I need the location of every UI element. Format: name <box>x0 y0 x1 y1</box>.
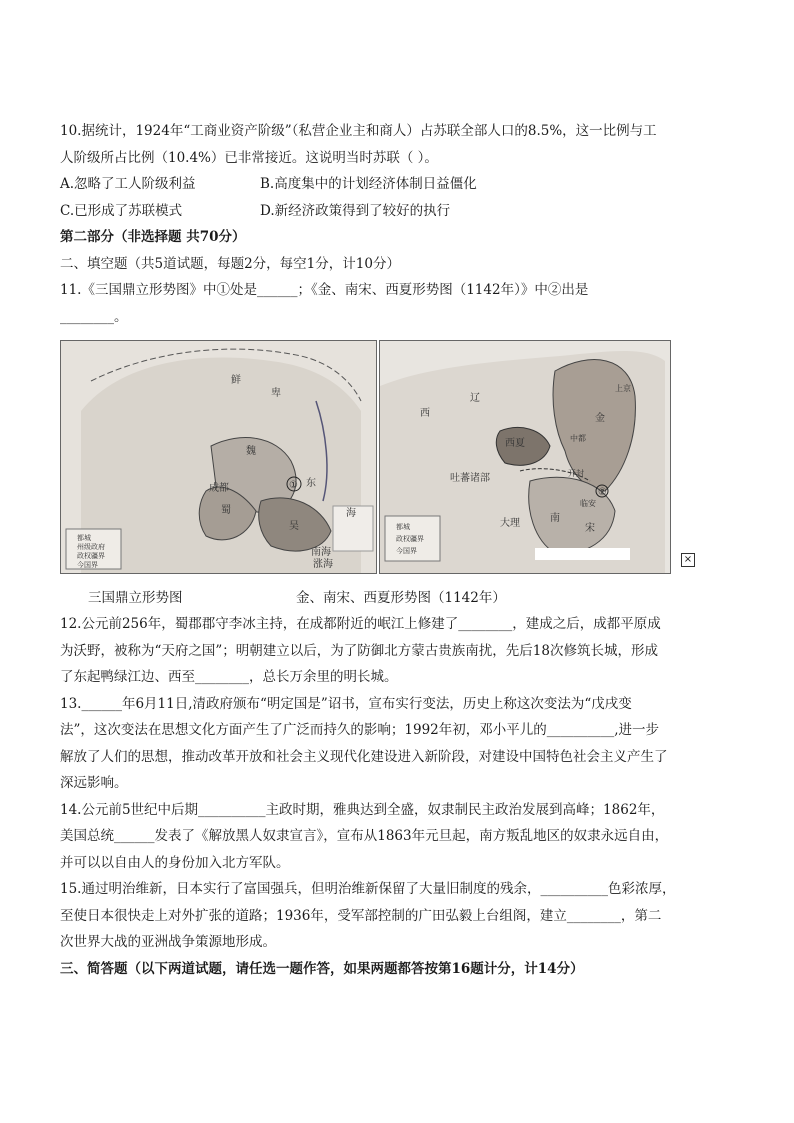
question-12 <box>60 611 750 691</box>
q15-line-3: 次世界大战的亚洲战争策源地形成。 <box>60 934 276 950</box>
left-label-0: 鲜 <box>231 375 241 386</box>
left-label-7: 南海 <box>311 547 331 558</box>
left-label-8: 涨海 <box>313 559 333 570</box>
right-label-10: 开封 <box>568 469 584 478</box>
left-label-9: 成都 <box>209 483 229 494</box>
left-legend-3: 今国界 <box>77 561 98 569</box>
left-label-1: 卑 <box>271 388 281 399</box>
right-label-1: 辽 <box>470 393 480 404</box>
q10-option-b: B.高度集中的计划经济体制日益僵化 <box>260 176 477 192</box>
q12-line-3: 了东起鸭绿江边、西至________，总长万余里的明长城。 <box>60 669 398 685</box>
right-label-6: 南 <box>550 513 560 524</box>
q14-line-2: 美国总统______发表了《解放黑人奴隶宣言》，宣布从1863年元旦起，南方叛乱地区的奴隶永远自由， <box>60 828 669 844</box>
q15-line-1: 15.通过明治维新，日本实行了富国强兵，但明治维新保留了大量旧制度的残余，__________色彩浓厚， <box>60 881 676 897</box>
right-label-8: 上京 <box>615 384 631 393</box>
right-label-2: 金 <box>595 413 605 424</box>
left-label-3: 东 <box>306 478 316 489</box>
maps-figure <box>60 340 750 585</box>
q12-line-1: 12.公元前256年，蜀郡郡守李冰主持，在成都附近的岷江上修建了________，建成之后，成都平原成 <box>60 616 661 632</box>
right-legend-2: 今国界 <box>396 547 417 555</box>
jin-song-xixia-map-image <box>380 341 670 573</box>
three-kingdoms-map <box>60 340 377 574</box>
q13-line-4: 深远影响。 <box>60 775 128 791</box>
q10-option-d: D.新经济政策得到了较好的执行 <box>260 202 451 219</box>
right-label-11: 临安 <box>580 499 596 508</box>
right-label-9: 中都 <box>570 434 586 443</box>
q14-line-1: 14.公元前5世纪中后期__________主政时期，雅典达到全盛，奴隶制民主政治发展到高峰；1862年， <box>60 801 665 818</box>
section2-heading: 二、填空题（共5道试题，每题2分，每空1分，计10分） <box>60 255 400 272</box>
left-legend-0: 都城 <box>77 534 91 542</box>
right-label-5: 大理 <box>500 518 520 529</box>
q12-line-2: 为沃野，被称为“天府之国”；明朝建立以后，为了防御北方蒙古贵族南扰，先后18次修筑长城，形成 <box>60 642 658 659</box>
right-label-12: ② <box>598 487 607 498</box>
left-map-caption: 三国鼎立形势图 <box>88 590 183 606</box>
question-10 <box>60 118 750 224</box>
left-legend-1: 州级政府 <box>77 543 105 551</box>
right-label-3: 西夏 <box>505 438 525 449</box>
left-label-2: 魏 <box>246 446 256 457</box>
exam-page <box>60 118 750 982</box>
right-legend-0: 都城 <box>396 523 410 531</box>
section3-heading: 三、简答题（以下两道试题，请任选一题作答，如果两题都答按第16题计分，计14分） <box>60 960 584 977</box>
q10-line-2: 人阶级所占比例（10.4%）已非常接近。这说明当时苏联（ ）。 <box>60 149 438 166</box>
part2-heading: 第二部分（非选择题 共70分） <box>60 229 246 245</box>
q11-line-1: 11.《三国鼎立形势图》中①处是______；《金、南宋、西夏形势图（1142年）》中②出是 <box>60 282 589 298</box>
q11-line-2: ________。 <box>60 308 128 325</box>
question-15 <box>60 876 750 956</box>
left-label-5: 吴 <box>289 521 299 532</box>
q10-option-c: C.已形成了苏联模式 <box>60 202 183 219</box>
right-label-7: 宋 <box>585 523 595 534</box>
q10-options-row-2 <box>60 198 750 225</box>
question-11 <box>60 277 750 330</box>
q10-option-a: A.忽略了工人阶级利益 <box>60 176 196 192</box>
jin-song-xixia-map <box>379 340 671 574</box>
left-label-10: ① <box>289 480 298 491</box>
right-legend-1: 政权疆界 <box>396 535 424 543</box>
left-legend-2: 政权疆界 <box>77 552 105 560</box>
left-label-6: 海 <box>346 508 356 519</box>
map-captions <box>60 585 750 611</box>
q10-line-1: 10.据统计，1924年“工商业资产阶级”（私营企业主和商人）占苏联全部人口的8.5%，这一比例与工 <box>60 123 657 139</box>
q13-line-2: 法”，这次变法在思想文化方面产生了广泛而持久的影响；1992年初，邓小平儿的__________,进一步 <box>60 722 660 738</box>
q14-line-3: 并可以以自由人的身份加入北方军队。 <box>60 854 290 871</box>
question-14 <box>60 797 750 877</box>
q13-line-1: 13.______年6月11日,清政府颁布“明定国是”诏书，宣布实行变法，历史上称这次变法为“戊戌变 <box>60 695 632 712</box>
q10-options-row-1 <box>60 171 750 198</box>
right-map-caption: 金、南宋、西夏形势图（1142年） <box>296 590 506 606</box>
question-13 <box>60 691 750 797</box>
three-kingdoms-map-image <box>61 341 376 573</box>
right-label-0: 西 <box>420 408 430 419</box>
right-label-4: 吐蕃诸部 <box>450 473 490 484</box>
close-icon[interactable]: × <box>681 553 695 567</box>
q13-line-3: 解放了人们的思想，推动改革开放和社会主义现代化建设进入新阶段，对建设中国特色社会主义产生了 <box>60 748 668 765</box>
left-label-4: 蜀 <box>221 505 231 516</box>
q15-line-2: 至使日本很快走上对外扩张的道路；1936年，受军部控制的广田弘毅上台组阁，建立________，第二 <box>60 907 662 924</box>
